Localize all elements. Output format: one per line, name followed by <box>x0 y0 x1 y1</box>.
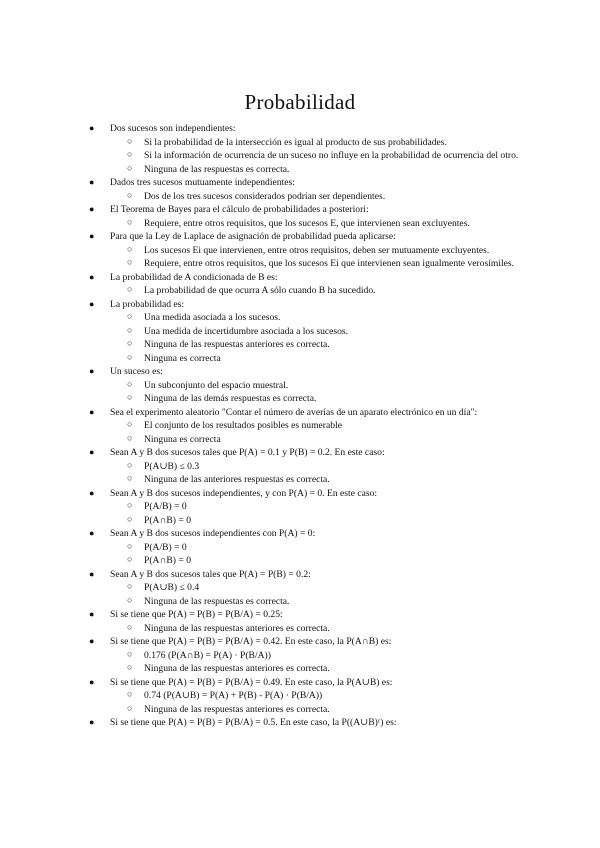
question-item <box>0 527 600 568</box>
bullet-icon: ● <box>89 177 95 187</box>
question-item <box>0 716 600 730</box>
bullet-icon: ● <box>89 447 95 457</box>
circle-bullet-icon: ○ <box>127 189 133 200</box>
bullet-icon: ● <box>89 231 95 241</box>
question-text: Si se tiene que P(A) = P(B) = P(B/A) = 0.42. En este caso, la P(A∩B) es: <box>110 636 392 647</box>
circle-bullet-icon: ○ <box>127 149 133 159</box>
answer-text: P(A/B) = 0 <box>144 541 187 553</box>
answer-item <box>109 257 528 271</box>
answer-text: P(A∪B) ≤ 0.3 <box>144 460 200 472</box>
question-item <box>0 406 600 447</box>
answer-item <box>109 622 528 636</box>
question-item <box>0 271 600 298</box>
answer-item <box>109 284 528 298</box>
answer-text: 0.176 (P(A∩B) = P(A) · P(B/A)) <box>144 649 271 661</box>
answer-item <box>109 703 528 717</box>
answer-item <box>109 311 528 325</box>
bullet-icon: ● <box>89 676 95 687</box>
bullet-icon: ● <box>89 568 95 579</box>
answer-text: Requiere, entre otros requisitos, que los sucesos Ei que intervienen sean igualmente verosímiles. <box>144 258 515 269</box>
document-body <box>0 122 600 730</box>
answer-text: Ninguna de las respuestas anteriores es correcta. <box>144 663 330 674</box>
answer-text: Ninguna de las respuestas anteriores es correcta. <box>144 703 330 715</box>
answer-item <box>109 649 528 663</box>
answer-item <box>109 190 528 204</box>
answer-text: Una medida asociada a los sucesos. <box>144 312 281 323</box>
answer-text: 0.74 (P(A∪B) = P(A) + P(B) - P(A) · P(B/A)) <box>144 690 323 701</box>
answer-item <box>109 217 528 231</box>
bullet-icon: ● <box>89 366 95 376</box>
answer-list <box>110 136 528 177</box>
answer-list <box>110 689 528 716</box>
answer-list <box>110 419 528 446</box>
answer-text: El conjunto de los resultados posibles es numerable <box>144 420 342 431</box>
answer-text: Ninguna es correcta <box>144 433 221 445</box>
circle-bullet-icon: ○ <box>127 581 133 591</box>
question-item <box>0 298 600 366</box>
question-item <box>0 365 600 406</box>
circle-bullet-icon: ○ <box>127 162 133 173</box>
circle-bullet-icon: ○ <box>127 257 133 267</box>
answer-item <box>109 581 528 595</box>
bullet-icon: ● <box>89 204 95 214</box>
question-text: Sea el experimento aleatorio "Contar el número de averías de un aparato electrónico en un día": <box>110 406 478 418</box>
question-text: Sean A y B dos sucesos tales que P(A) = 0.1 y P(B) = 0.2. En este caso: <box>110 447 385 458</box>
circle-bullet-icon: ○ <box>127 243 133 254</box>
question-item <box>0 487 600 528</box>
answer-item <box>109 595 528 609</box>
circle-bullet-icon: ○ <box>127 621 133 632</box>
answer-text: Un subconjunto del espacio muestral. <box>144 379 289 391</box>
answer-item <box>109 500 528 514</box>
bullet-icon: ● <box>89 406 95 417</box>
circle-bullet-icon: ○ <box>127 216 133 227</box>
answer-text: Ninguna de las respuestas anteriores es correcta. <box>144 339 330 350</box>
answer-list <box>110 244 528 271</box>
question-list <box>0 122 600 730</box>
question-item <box>0 230 600 271</box>
question-text: Un suceso es: <box>110 366 163 377</box>
bullet-icon: ● <box>89 717 95 727</box>
answer-text: Si la probabilidad de la intersección es igual al producto de sus probabilidades. <box>144 136 447 148</box>
answer-list <box>110 581 528 608</box>
answer-item <box>109 392 528 406</box>
answer-text: Requiere, entre otros requisitos, que los sucesos E, que intervienen sean excluyentes. <box>144 217 470 229</box>
question-text: Si se tiene que P(A) = P(B) = P(B/A) = 0.25: <box>110 609 283 620</box>
circle-bullet-icon: ○ <box>127 554 133 564</box>
answer-list <box>110 379 528 406</box>
bullet-icon: ● <box>89 487 95 498</box>
circle-bullet-icon: ○ <box>127 689 133 699</box>
question-item <box>0 635 600 676</box>
answer-list <box>110 311 528 365</box>
answer-text: Una medida de incertidumbre asociada a los sucesos. <box>144 325 349 337</box>
answer-list <box>110 190 528 204</box>
circle-bullet-icon: ○ <box>127 378 133 389</box>
circle-bullet-icon: ○ <box>127 594 133 605</box>
answer-text: Ninguna de las anteriores respuestas es correcta. <box>144 474 330 485</box>
answer-item <box>109 433 528 447</box>
answer-text: Dos de los tres sucesos considerados podrían ser dependientes. <box>144 190 386 202</box>
circle-bullet-icon: ○ <box>127 135 133 146</box>
question-item <box>0 568 600 609</box>
answer-text: Ninguna de las respuestas es correcta. <box>144 163 290 175</box>
circle-bullet-icon: ○ <box>127 473 133 483</box>
bullet-icon: ● <box>89 528 95 538</box>
circle-bullet-icon: ○ <box>127 648 133 659</box>
question-item <box>0 203 600 230</box>
circle-bullet-icon: ○ <box>127 432 133 443</box>
question-item <box>0 122 600 176</box>
question-text: Si se tiene que P(A) = P(B) = P(B/A) = 0.5. En este caso, la P((A∪B)ᶜ) es: <box>110 717 397 728</box>
circle-bullet-icon: ○ <box>127 284 133 294</box>
answer-text: P(A∪B) ≤ 0.4 <box>144 582 200 593</box>
bullet-icon: ● <box>89 609 95 619</box>
answer-item <box>109 689 528 703</box>
circle-bullet-icon: ○ <box>127 540 133 551</box>
question-text: Dos sucesos son independientes: <box>110 123 236 134</box>
circle-bullet-icon: ○ <box>127 338 133 348</box>
question-text: Si se tiene que P(A) = P(B) = P(B/A) = 0.49. En este caso, la P(A∪B) es: <box>110 676 393 688</box>
question-text: Dados tres sucesos mutuamente independientes: <box>110 177 295 188</box>
answer-list <box>110 649 528 676</box>
answer-item <box>109 136 528 150</box>
answer-item <box>109 419 528 433</box>
answer-text: Ninguna de las respuestas es correcta. <box>144 595 290 607</box>
answer-list <box>110 622 528 636</box>
question-text: La probabilidad de A condicionada de B es: <box>110 271 278 283</box>
answer-item <box>109 352 528 366</box>
bullet-icon: ● <box>89 636 95 646</box>
bullet-icon: ● <box>89 271 95 282</box>
circle-bullet-icon: ○ <box>127 513 133 524</box>
question-text: La probabilidad es: <box>110 298 185 310</box>
answer-list <box>110 541 528 568</box>
answer-item <box>109 379 528 393</box>
question-text: Para que la Ley de Laplace de asignación de probabilidad pueda aplicarse: <box>110 231 396 242</box>
circle-bullet-icon: ○ <box>127 500 133 510</box>
answer-item <box>109 338 528 352</box>
question-text: El Teorema de Bayes para el cálculo de probabilidades a posteriori: <box>110 204 369 215</box>
bullet-icon: ● <box>89 123 95 133</box>
question-item <box>0 676 600 717</box>
circle-bullet-icon: ○ <box>127 459 133 470</box>
answer-list <box>110 217 528 231</box>
circle-bullet-icon: ○ <box>127 351 133 362</box>
answer-text: Ninguna es correcta <box>144 352 221 364</box>
answer-text: P(A∩B) = 0 <box>144 514 191 526</box>
circle-bullet-icon: ○ <box>127 392 133 402</box>
question-text: Sean A y B dos sucesos tales que P(A) = P(B) = 0.2: <box>110 568 311 580</box>
page-title: Probabilidad <box>244 90 356 114</box>
answer-item <box>109 163 528 177</box>
answer-list <box>110 284 528 298</box>
circle-bullet-icon: ○ <box>127 702 133 713</box>
answer-list <box>110 460 528 487</box>
question-item <box>0 446 600 487</box>
answer-item <box>109 149 528 163</box>
question-text: Sean A y B dos sucesos independientes con P(A) = 0: <box>110 528 316 539</box>
circle-bullet-icon: ○ <box>127 662 133 672</box>
answer-item <box>109 662 528 676</box>
circle-bullet-icon: ○ <box>127 324 133 335</box>
answer-text: Si la información de ocurrencia de un suceso no influye en la probabilidad de ocurrencia del otro. <box>144 150 519 161</box>
bullet-icon: ● <box>89 298 95 309</box>
question-item <box>0 176 600 203</box>
question-item <box>0 608 600 635</box>
answer-text: P(A∩B) = 0 <box>144 555 191 566</box>
answer-text: Ninguna de las demás respuestas es correcta. <box>144 393 317 404</box>
answer-item <box>109 460 528 474</box>
circle-bullet-icon: ○ <box>127 311 133 321</box>
answer-item <box>109 325 528 339</box>
answer-item <box>109 514 528 528</box>
answer-text: La probabilidad de que ocurra A sólo cuando B ha sucedido. <box>144 285 376 296</box>
answer-text: P(A/B) = 0 <box>144 501 187 512</box>
answer-text: Los sucesos Ei que intervienen, entre otros requisitos, deben ser mutuamente excluyentes. <box>144 244 490 256</box>
answer-item <box>109 541 528 555</box>
answer-item <box>109 473 528 487</box>
answer-text: Ninguna de las respuestas anteriores es correcta. <box>144 622 330 634</box>
circle-bullet-icon: ○ <box>127 419 133 429</box>
answer-item <box>109 554 528 568</box>
question-text: Sean A y B dos sucesos independientes, y con P(A) = 0. En este caso: <box>110 487 378 499</box>
answer-item <box>109 244 528 258</box>
answer-list <box>110 500 528 527</box>
